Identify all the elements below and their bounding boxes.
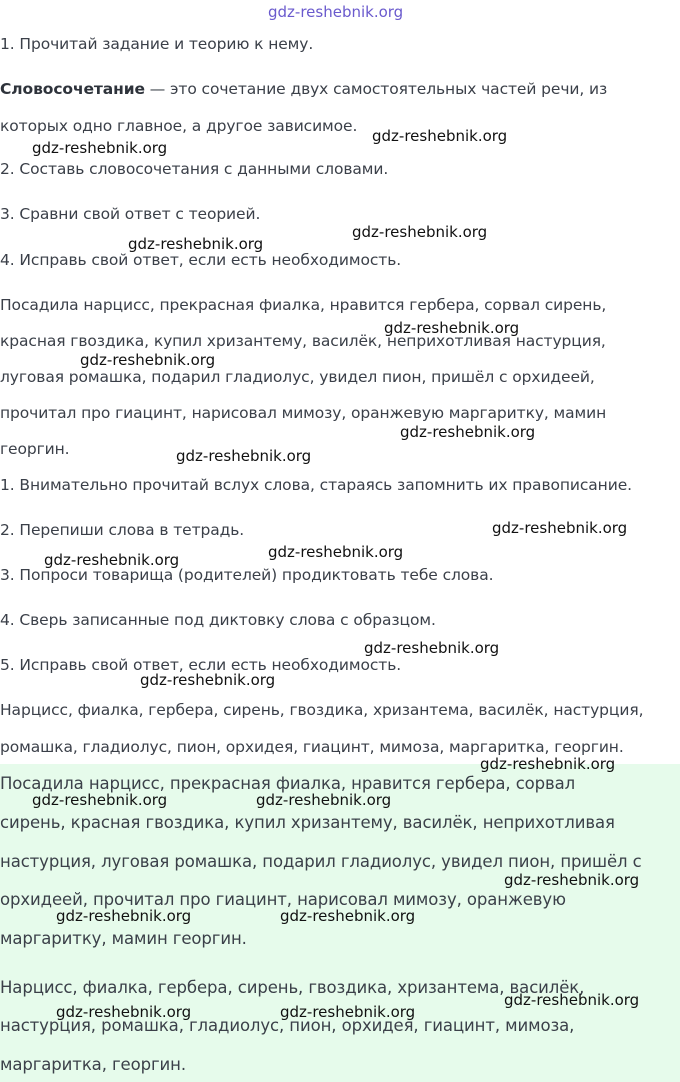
watermark: gdz-reshebnik.org xyxy=(492,519,628,537)
theory-line-1 xyxy=(0,80,607,98)
dictation-line-3: 3. Попроси товарища (родителей) продиктовать тебе слова. xyxy=(0,566,494,584)
phrases-line-3: луговая ромашка, подарил гладиолус, увидел пион, пришёл с орхидеей, xyxy=(0,368,595,386)
answer-words-line-1: Нарцисс, фиалка, гербера, сирень, гвоздика, хризантема, василёк, xyxy=(0,978,585,997)
watermark: gdz-reshebnik.org xyxy=(268,543,404,561)
watermark: gdz-reshebnik.org xyxy=(176,447,312,465)
words-line-1: Нарцисс, фиалка, гербера, сирень, гвоздика, хризантема, василёк, настурция, xyxy=(0,701,644,719)
phrases-line-2: красная гвоздика, купил хризантему, василёк, неприхотливая настурция, xyxy=(0,332,606,350)
dictation-line-5: 5. Исправь свой ответ, если есть необходимость. xyxy=(0,656,402,674)
theory-term: Словосочетание xyxy=(0,80,145,98)
answer-line-3: настурция, луговая ромашка, подарил гладиолус, увидел пион, пришёл с xyxy=(0,852,642,871)
task-line-1: 1. Прочитай задание и теорию к нему. xyxy=(0,35,314,53)
phrases-line-4: прочитал про гиацинт, нарисовал мимозу, оранжевую маргаритку, мамин xyxy=(0,404,607,422)
watermark: gdz-reshebnik.org xyxy=(352,223,488,241)
answer-words-line-2: настурция, ромашка, гладиолус, пион, орхидея, гиацинт, мимоза, xyxy=(0,1016,575,1035)
answer-line-1: Посадила нарцисс, прекрасная фиалка, нравится гербера, сорвал xyxy=(0,774,576,793)
answer-line-2: сирень, красная гвоздика, купил хризантему, василёк, неприхотливая xyxy=(0,813,615,832)
dictation-line-4: 4. Сверь записанные под диктовку слова с образцом. xyxy=(0,611,436,629)
watermark: gdz-reshebnik.org xyxy=(280,1003,416,1021)
watermark: gdz-reshebnik.org xyxy=(372,127,508,145)
watermark: gdz-reshebnik.org xyxy=(32,791,168,809)
dictation-line-2: 2. Перепиши слова в тетрадь. xyxy=(0,521,245,539)
phrases-line-1: Посадила нарцисс, прекрасная фиалка, нравится гербера, сорвал сирень, xyxy=(0,296,607,314)
watermark: gdz-reshebnik.org xyxy=(364,639,500,657)
watermark: gdz-reshebnik.org xyxy=(32,139,168,157)
watermark: gdz-reshebnik.org xyxy=(140,671,276,689)
watermark: gdz-reshebnik.org xyxy=(56,1003,192,1021)
watermark: gdz-reshebnik.org xyxy=(128,235,264,253)
theory-definition: — это сочетание двух самостоятельных частей речи, из xyxy=(144,80,608,98)
watermark: gdz-reshebnik.org xyxy=(480,755,616,773)
watermark: gdz-reshebnik.org xyxy=(44,551,180,569)
task-line-2: 2. Составь словосочетания с данными словами. xyxy=(0,160,389,178)
watermark-top: gdz-reshebnik.org xyxy=(268,3,404,21)
answer-words-line-3: маргаритка, георгин. xyxy=(0,1055,187,1074)
watermark: gdz-reshebnik.org xyxy=(80,351,216,369)
answer-line-5: маргаритку, мамин георгин. xyxy=(0,929,247,948)
watermark: gdz-reshebnik.org xyxy=(384,319,520,337)
watermark: gdz-reshebnik.org xyxy=(504,871,640,889)
watermark: gdz-reshebnik.org xyxy=(256,791,392,809)
phrases-line-5: георгин. xyxy=(0,440,70,458)
task-line-3: 3. Сравни свой ответ с теорией. xyxy=(0,205,261,223)
watermark: gdz-reshebnik.org xyxy=(280,907,416,925)
dictation-line-1: 1. Внимательно прочитай вслух слова, стараясь запомнить их правописание. xyxy=(0,476,632,494)
watermark: gdz-reshebnik.org xyxy=(400,423,536,441)
words-line-2: ромашка, гладиолус, пион, орхидея, гиацинт, мимоза, маргаритка, георгин. xyxy=(0,738,624,756)
answer-line-4: орхидеей, прочитал про гиацинт, нарисовал мимозу, оранжевую xyxy=(0,890,566,909)
task-line-4: 4. Исправь свой ответ, если есть необходимость. xyxy=(0,251,402,269)
watermark: gdz-reshebnik.org xyxy=(504,991,640,1009)
theory-line-2: которых одно главное, а другое зависимое. xyxy=(0,117,358,135)
watermark: gdz-reshebnik.org xyxy=(56,907,192,925)
